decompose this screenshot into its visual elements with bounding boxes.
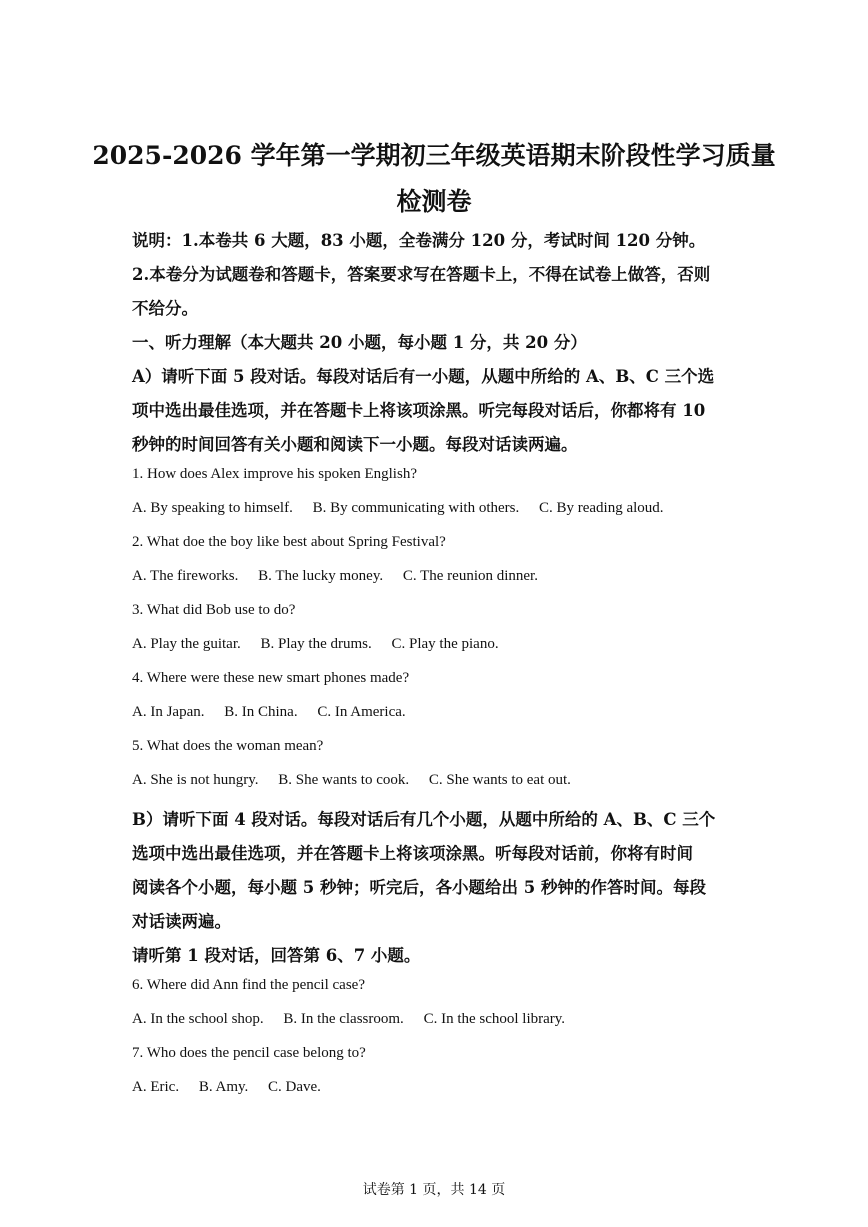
option-c: C. By reading aloud.: [538, 500, 664, 516]
option-a: A. By speaking to himself.: [132, 500, 293, 516]
option-c: C. In America.: [317, 704, 406, 720]
section1-heading: 一、听力理解（本大题共 20 小题，每小题 1 分，共 20 分）: [132, 333, 587, 352]
option-a: A. Eric.: [132, 1079, 180, 1095]
question-2-stem: 2. What doe the boy like best about Spring Festival?: [132, 534, 446, 550]
partA-line2: 项中选出最佳选项，并在答题卡上将该项涂黑。听完每段对话后，你都将有 10: [132, 401, 706, 420]
option-a: A. She is not hungry.: [132, 772, 259, 788]
option-c: C. In the school library.: [423, 1011, 566, 1027]
partB-line3: 阅读各个小题，每小题 5 秒钟；听完后，各小题给出 5 秒钟的作答时间。每段: [132, 878, 706, 897]
question-4-stem: 4. Where were these new smart phones made?: [132, 670, 410, 686]
option-c: C. She wants to eat out.: [428, 772, 571, 788]
option-c: C. Dave.: [268, 1079, 321, 1095]
question-3-stem: 3. What did Bob use to do?: [132, 602, 296, 618]
option-a: A. In Japan.: [132, 704, 205, 720]
page-footer: 试卷第 1 页，共 14 页: [362, 1182, 506, 1198]
instructions-line2b: 不给分。: [132, 299, 198, 318]
option-a: A. In the school shop.: [132, 1011, 264, 1027]
option-b: B. The lucky money.: [258, 568, 384, 584]
question-4-options: [132, 704, 752, 721]
dialog1-note: 请听第 1 段对话，回答第 6、7 小题。: [132, 946, 421, 965]
option-b: B. Amy.: [198, 1079, 249, 1095]
question-1-stem: 1. How does Alex improve his spoken English?: [132, 466, 417, 482]
question-1-options: [132, 500, 752, 517]
option-a: A. Play the guitar.: [132, 636, 241, 652]
exam-title-line1: 2025-2026 学年第一学期初三年级英语期末阶段性学习质量: [92, 141, 776, 170]
instructions-line1: 说明：1.本卷共 6 大题，83 小题，全卷满分 120 分，考试时间 120 分钟。: [132, 231, 706, 250]
question-6-options: [132, 1011, 752, 1028]
partA-line1: A）请听下面 5 段对话。每段对话后有一小题，从题中所给的 A、B、C 三个选: [132, 367, 715, 386]
option-c: C. The reunion dinner.: [402, 568, 538, 584]
option-b: B. She wants to cook.: [278, 772, 410, 788]
option-b: B. In China.: [224, 704, 298, 720]
question-7-stem: 7. Who does the pencil case belong to?: [132, 1045, 366, 1061]
question-5-stem: 5. What does the woman mean?: [132, 738, 324, 754]
option-a: A. The fireworks.: [132, 568, 239, 584]
option-b: B. By communicating with others.: [312, 500, 520, 516]
question-6-stem: 6. Where did Ann find the pencil case?: [132, 977, 365, 993]
partB-line4: 对话读两遍。: [132, 912, 231, 931]
partA-line3: 秒钟的时间回答有关小题和阅读下一小题。每段对话读两遍。: [132, 435, 578, 454]
partB-line1: B）请听下面 4 段对话。每段对话后有几个小题，从题中所给的 A、B、C 三个: [132, 810, 716, 829]
option-c: C. Play the piano.: [391, 636, 499, 652]
question-3-options: [132, 636, 752, 653]
option-b: B. Play the drums.: [260, 636, 372, 652]
exam-title-line2: 检测卷: [396, 187, 472, 216]
option-b: B. In the classroom.: [283, 1011, 404, 1027]
partB-line2: 选项中选出最佳选项，并在答题卡上将该项涂黑。听每段对话前，你将有时间: [132, 844, 693, 863]
instructions-line2a: 2.本卷分为试题卷和答题卡，答案要求写在答题卡上，不得在试卷上做答，否则: [132, 265, 711, 284]
question-7-options: [132, 1079, 752, 1096]
question-5-options: [132, 772, 752, 789]
question-2-options: [132, 568, 752, 585]
